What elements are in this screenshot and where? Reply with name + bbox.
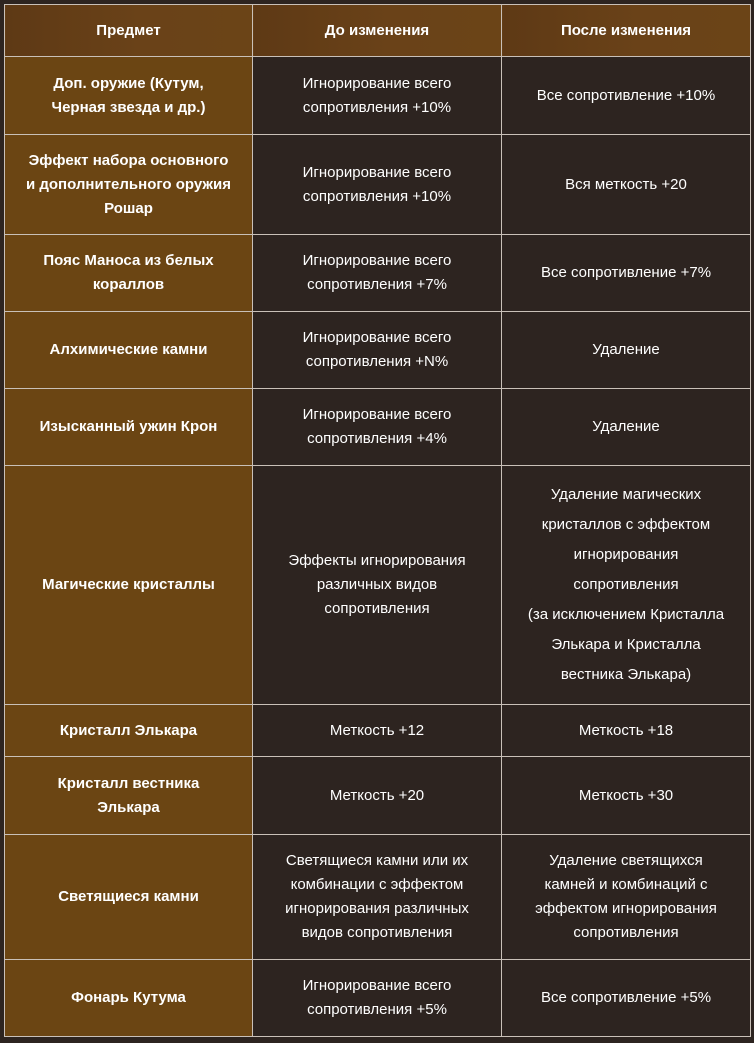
- before-value: Игнорирование всего сопротивления +N%: [302, 329, 452, 370]
- after-value: Удаление магических кристаллов с эффектом игнорирования сопротивления (за исключением Кристалла Элькара и Кристалла вестника Элькара): [527, 486, 725, 683]
- item-name: Доп. оружие (Кутум, Черная звезда и др.): [51, 74, 206, 116]
- table-row: [5, 312, 751, 389]
- item-name: Фонарь Кутума: [71, 989, 186, 1006]
- item-name: Пояс Маноса из белых кораллов: [43, 252, 214, 293]
- header-row: [5, 5, 751, 57]
- before-value: Светящиеся камни или их комбинации с эффектом игнорирования различных видов сопротивления: [285, 852, 469, 941]
- after-value: Удаление: [592, 418, 660, 435]
- before-value: Эффекты игнорирования различных видов сопротивления: [288, 552, 466, 617]
- after-value: Все сопротивление +10%: [536, 86, 716, 104]
- table-row: [5, 235, 751, 312]
- table-row: [5, 135, 751, 235]
- table-row: [5, 835, 751, 960]
- after-value: Вся меткость +20: [565, 175, 687, 193]
- item-name: Изысканный ужин Крон: [39, 418, 218, 435]
- table-row: [5, 466, 751, 705]
- after-value: Все сопротивление +5%: [540, 989, 712, 1006]
- before-value: Игнорирование всего сопротивления +5%: [302, 977, 452, 1018]
- before-value: Меткость +20: [329, 786, 425, 804]
- after-value: Удаление светящихся камней и комбинаций с эффектом игнорирования сопротивления: [535, 852, 717, 941]
- header-before: До изменения: [253, 5, 502, 57]
- before-value: Игнорирование всего сопротивления +10%: [302, 74, 452, 116]
- item-name: Светящиеся камни: [58, 888, 199, 905]
- table-row: [5, 389, 751, 466]
- table-row: [5, 57, 751, 135]
- table-row: [5, 960, 751, 1037]
- table-row: [5, 705, 751, 757]
- item-name: Эффект набора основного и дополнительного оружия Рошар: [25, 151, 232, 217]
- after-value: Меткость +30: [578, 786, 674, 804]
- before-value: Игнорирование всего сопротивления +4%: [302, 406, 452, 447]
- before-value: Меткость +12: [329, 721, 425, 739]
- header-item: Предмет: [5, 5, 253, 57]
- item-name: Кристалл Элькара: [59, 721, 198, 739]
- item-name: Магические кристаллы: [42, 576, 215, 593]
- table-row: [5, 757, 751, 835]
- before-value: Игнорирование всего сопротивления +10%: [302, 163, 452, 205]
- item-name: Кристалл вестника Элькара: [57, 774, 200, 816]
- item-name: Алхимические камни: [49, 341, 208, 358]
- after-value: Удаление: [592, 341, 660, 358]
- after-value: Меткость +18: [578, 721, 674, 739]
- before-value: Игнорирование всего сопротивления +7%: [302, 252, 452, 293]
- header-after: После изменения: [502, 5, 751, 57]
- changes-table: [4, 4, 751, 1037]
- after-value: Все сопротивление +7%: [540, 264, 712, 281]
